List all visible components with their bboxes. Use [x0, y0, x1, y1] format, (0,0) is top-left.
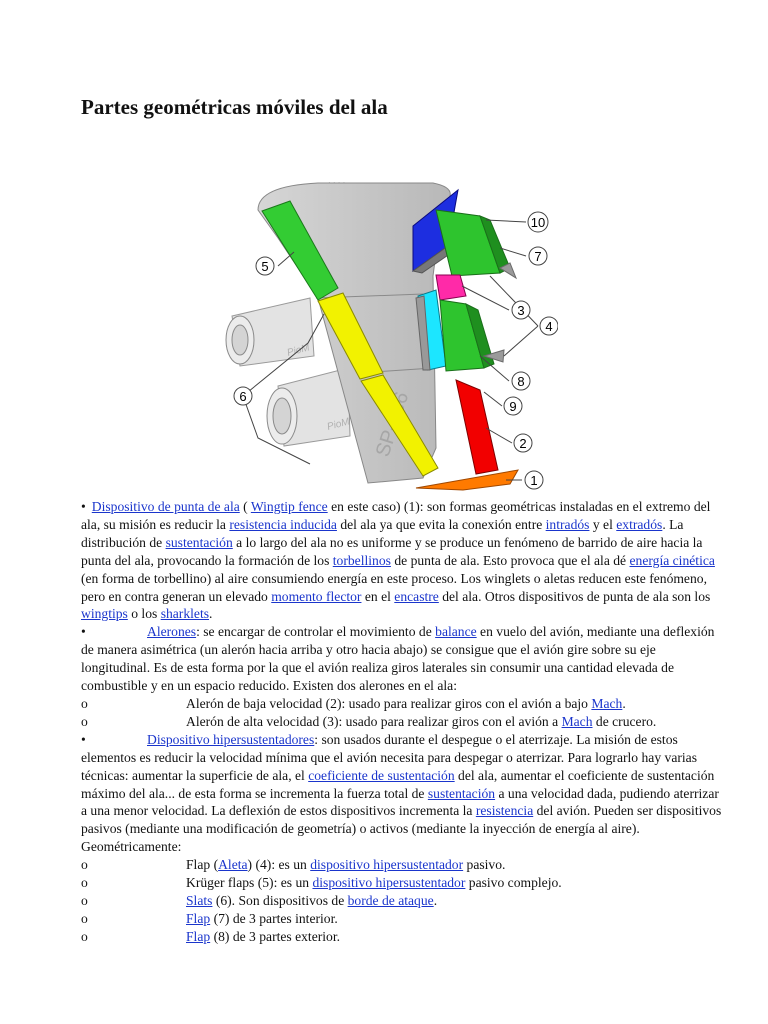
link-slats[interactable]: Slats: [186, 892, 213, 908]
engine-lower: [267, 368, 350, 446]
sub-item-aleron-alta: o Alerón de alta velocidad (3): usado para realizar giros con el avión a Mach de crucero.: [81, 713, 657, 729]
link-aleta[interactable]: Aleta: [218, 857, 248, 873]
callout-5: [256, 257, 274, 275]
svg-text:3: 3: [517, 303, 525, 318]
callout-9: [504, 397, 522, 415]
wing-diagram: [218, 168, 558, 498]
sub-item-flap-aleta: o Flap (Aleta) (4): es un dispositivo hipersustentador pasivo.: [81, 857, 506, 873]
svg-text:6: 6: [239, 389, 247, 404]
sub-item-slats: o Slats (6). Son dispositivos de borde de ataque.: [81, 892, 438, 908]
wingtip-fence: [416, 470, 518, 490]
brand-text-1: PioM: [285, 342, 311, 359]
link-resistencia-inducida[interactable]: resistencia inducida: [229, 516, 337, 532]
callout-1: [525, 471, 543, 489]
link-wingtip-fence[interactable]: Wingtip fence: [250, 499, 328, 514]
svg-text:5: 5: [261, 259, 269, 274]
callout-4: [540, 317, 558, 335]
link-energia-cinetica[interactable]: energía cinética: [629, 552, 715, 568]
aileron-low-speed: [456, 380, 498, 474]
callout-6: [234, 387, 252, 405]
link-sharklets[interactable]: sharklets: [160, 606, 210, 622]
svg-text:10: 10: [530, 215, 546, 230]
callout-3: [512, 301, 530, 319]
engine-upper: [226, 298, 314, 366]
link-dispositivo-punta-ala[interactable]: Dispositivo de punta de ala: [91, 499, 240, 514]
link-flap-interior[interactable]: Flap: [186, 910, 211, 926]
aileron-high-speed: [436, 275, 466, 300]
list-item-alerones: • Alerones: se encargar de controlar el movimiento de balance en vuelo del avión, mediante una deflexión de manera asimétrica (un alerón hacia arriba y otro hacia abajo) se consigue que el avión gire sobre su eje longitudinal. Es de esta forma por la que el avión realiza giros laterales sin consumir una cantidad elevada de combustible y en un espacio reducido. Existen dos alerones en el ala:: [81, 624, 715, 694]
brand-text-2: PioM: [325, 416, 351, 433]
sub-item-aleron-baja: o Alerón de baja velocidad (2): usado para realizar giros con el avión a bajo Mach.: [81, 695, 626, 711]
link-momento-flector[interactable]: momento flector: [271, 588, 362, 604]
link-wingtips[interactable]: wingtips: [81, 606, 128, 622]
list-item-wingtip: • Dispositivo de punta de ala ( Wingtip fence en este caso) (1): son formas geométricas instaladas en el extremo del ala, su misión es reducir la resistencia inducida del ala ya que evita la conexión entre intradós y el extradós. La distribución de sustentación a lo largo del ala no es uniforme y se produce un fenómeno de barrido de aire hacia la punta del ala, provocando la formación de los torbellinos de punta de ala. Esto provoca que el ala dé energía cinética (en forma de torbellino) al aire consumiendo energía en este proceso. Los winglets o aletas reducen este fenómeno, pero en contra generan un elevado momento flector en el encastre del ala. Otros dispositivos de punta de ala son los wingtips o los sharklets.: [81, 498, 725, 623]
svg-text:4: 4: [545, 319, 553, 334]
link-borde-ataque[interactable]: borde de ataque: [347, 892, 434, 908]
list-item-hipersustentadores: • Dispositivo hipersustentadores: son usados durante el despegue o el aterrizaje. La misión de estos elementos es reducir la velocidad mínima que el avión necesita para despegar o aterrizar. Para lograrlo hay varias técnicas: aumentar la superficie de ala, el coeficiente de sustentación del ala, aumentar el coeficiente de sustentación máximo del ala... de esta forma se incrementa la fuerza total de sustentación a una velocidad dada, pudiendo aterrizar a una menor velocidad. La deflexión de estos dispositivos incrementa la resistencia del avión. Pueden ser dispositivos pasivos (mediante una modificación de geometría) o activos (mediante la inyección de energía al aire). Geométricamente:: [81, 731, 722, 855]
link-balance[interactable]: balance: [435, 624, 477, 640]
svg-text:9: 9: [509, 399, 517, 414]
link-extrados[interactable]: extradós: [616, 516, 663, 532]
sub-item-flap-exterior: o Flap (8) de 3 partes exterior.: [81, 928, 341, 944]
callout-8: [512, 372, 530, 390]
svg-text:7: 7: [534, 249, 542, 264]
link-sustentacion-2[interactable]: sustentación: [427, 785, 496, 801]
svg-text:1: 1: [530, 473, 538, 488]
link-mach-1[interactable]: Mach: [591, 695, 623, 711]
link-alerones[interactable]: Alerones: [147, 624, 197, 640]
page-title: Partes geométricas móviles del ala: [81, 95, 388, 119]
sub-item-flap-interior: o Flap (7) de 3 partes interior.: [81, 910, 338, 926]
callout-7: [529, 247, 547, 265]
link-dispositivo-hipersustentadores[interactable]: Dispositivo hipersustentadores: [147, 731, 315, 747]
wing-marking: · · · ·: [328, 178, 346, 187]
svg-text:8: 8: [517, 374, 525, 389]
link-coeficiente-sustentacion[interactable]: coeficiente de sustentación: [308, 767, 455, 783]
link-flap-exterior[interactable]: Flap: [186, 928, 211, 944]
svg-text:2: 2: [519, 436, 527, 451]
link-dispositivo-hipersustentador-1[interactable]: dispositivo hipersustentador: [310, 857, 464, 873]
sub-item-kruger: o Krüger flaps (5): es un dispositivo hipersustentador pasivo complejo.: [81, 875, 562, 891]
callout-2: [514, 434, 532, 452]
link-intrados[interactable]: intradós: [545, 516, 590, 532]
link-resistencia[interactable]: resistencia: [475, 803, 534, 819]
link-mach-2[interactable]: Mach: [561, 713, 593, 729]
link-sustentacion[interactable]: sustentación: [165, 534, 233, 550]
link-dispositivo-hipersustentador-2[interactable]: dispositivo hipersustentador: [312, 875, 466, 891]
document-body: [81, 498, 725, 946]
link-torbellinos[interactable]: torbellinos: [332, 552, 391, 568]
wing-illustration: [218, 168, 558, 498]
callout-10: [528, 212, 548, 232]
link-encastre[interactable]: encastre: [394, 588, 439, 604]
